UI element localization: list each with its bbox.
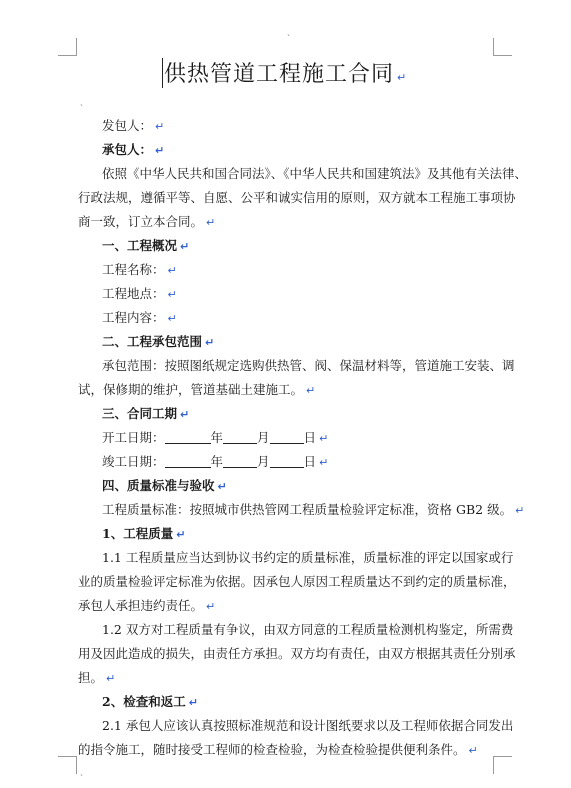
line-text: 四、质量标准与验收 — [102, 478, 215, 493]
document-line[interactable] — [78, 738, 498, 763]
document-line[interactable] — [78, 618, 522, 642]
crop-mark-bottom-left-v — [76, 756, 77, 774]
document-line[interactable] — [78, 522, 522, 547]
paragraph-mark-icon: ↵ — [167, 288, 177, 301]
header-mark: ˏ — [287, 27, 290, 37]
crop-mark-top-right-h — [494, 55, 512, 56]
paragraph-mark-icon: ↵ — [306, 384, 316, 397]
document-line[interactable] — [78, 330, 522, 355]
document-line[interactable] — [78, 666, 498, 691]
document-line[interactable] — [78, 282, 522, 307]
document-line[interactable] — [78, 594, 498, 619]
paragraph-mark-icon: ↵ — [217, 480, 227, 493]
document-line[interactable] — [78, 162, 528, 186]
line-text: 三、合同工期 — [102, 406, 178, 421]
date-year-label: 年 — [210, 454, 224, 469]
line-text: 依照《中华人民共和国合同法》、《中华人民共和国建筑法》及其他有关法律、 — [102, 166, 528, 181]
line-text: 承包人： — [102, 142, 153, 157]
paragraph-mark-icon: ↵ — [515, 504, 525, 517]
line-text: 1.2 双方对工程质量有争议，由双方同意的工程质量检测机构鉴定，所需费 — [102, 622, 514, 637]
document-line[interactable] — [78, 258, 522, 283]
date-month-blank[interactable] — [223, 453, 257, 468]
document-line[interactable] — [78, 570, 516, 594]
paragraph-mark-icon: ↵ — [397, 71, 408, 84]
document-line[interactable] — [78, 474, 522, 499]
paragraph-mark-icon: ↵ — [155, 144, 165, 157]
paragraph-mark-icon: ↵ — [180, 240, 190, 253]
document-line[interactable] — [78, 234, 522, 259]
paragraph-mark-icon: ↵ — [206, 600, 216, 613]
document-line[interactable] — [78, 114, 522, 139]
document-line[interactable] — [78, 426, 522, 451]
line-text: 工程质量标准：按照城市供热管网工程质量检验评定标准，资格 GB2 级。 — [102, 502, 513, 517]
line-text: 一、工程概况 — [102, 238, 178, 253]
document-line[interactable] — [78, 450, 522, 475]
line-text: 1、工程质量 — [102, 526, 174, 541]
line-text: 行政法规，遵循平等、自愿、公平和诚实信用的原则，双方就本工程施工事项协 — [78, 190, 516, 205]
date-day-label: 日 — [303, 430, 317, 445]
document-line[interactable] — [78, 402, 522, 427]
paragraph-mark-icon: ↵ — [206, 216, 216, 229]
line-text: 的指令施工，随时接受工程师的检查检验，为检查检验提供便利条件。 — [78, 742, 466, 757]
date-day-blank[interactable] — [270, 429, 304, 444]
line-text: 试，保修期的维护，管道基础土建施工。 — [78, 382, 304, 397]
document-line[interactable] — [78, 306, 522, 331]
crop-mark-top-left-h — [58, 55, 76, 56]
paragraph-mark-icon: ↵ — [180, 408, 190, 421]
line-text: 工程名称： — [102, 262, 165, 277]
document-line[interactable] — [78, 498, 525, 523]
document-line[interactable] — [78, 714, 522, 738]
date-month-label: 月 — [257, 454, 270, 469]
line-text: 商一致，订立本合同。 — [78, 214, 204, 229]
crop-mark-top-left-v — [76, 38, 77, 56]
footer-mark: ˏ — [80, 767, 83, 777]
paragraph-mark-icon: ↵ — [167, 264, 177, 277]
date-day-label: 日 — [303, 454, 317, 469]
document-title[interactable]: 供热管道工程施工合同 ↵ — [164, 62, 408, 87]
line-text: 用及因此造成的损失，由责任方承担。双方均有责任，由双方根据其责任分别承 — [78, 646, 516, 661]
date-month-blank[interactable] — [223, 429, 257, 444]
document-line[interactable] — [78, 378, 498, 403]
document-line[interactable] — [78, 354, 522, 378]
line-text: 担。 — [78, 670, 104, 685]
line-text: 承包人承担违约责任。 — [78, 598, 204, 613]
crop-mark-bottom-left-h — [58, 756, 76, 757]
paragraph-mark-icon: ↵ — [176, 528, 186, 541]
empty-paragraph-mark: ˏ — [80, 97, 83, 107]
document-line[interactable] — [78, 186, 516, 210]
document-line[interactable] — [78, 690, 522, 715]
date-year-blank[interactable] — [165, 429, 211, 444]
line-text: 二、工程承包范围 — [102, 334, 203, 349]
date-day-blank[interactable] — [270, 453, 304, 468]
line-text: 业的质量检验评定标准为依据。因承包人原因工程质量达不到约定的质量标准， — [78, 574, 516, 589]
paragraph-mark-icon: ↵ — [188, 696, 198, 709]
line-text: 2、检查和返工 — [102, 694, 186, 709]
line-text: 发包人： — [102, 118, 153, 133]
line-text: 1.1 工程质量应当达到协议书约定的质量标准，质量标准的评定以国家或行 — [102, 550, 514, 565]
paragraph-mark-icon: ↵ — [106, 672, 116, 685]
line-text: 承包范围：按照图纸规定选购供热管、阀、保温材料等，管道施工安装、调 — [102, 358, 515, 373]
text-cursor — [162, 58, 163, 88]
date-label: 竣工日期： — [102, 454, 165, 469]
document-line[interactable] — [78, 642, 516, 666]
paragraph-mark-icon: ↵ — [468, 744, 478, 757]
paragraph-mark-icon: ↵ — [319, 456, 329, 469]
document-line[interactable] — [78, 138, 522, 163]
document-line[interactable] — [78, 546, 522, 570]
crop-mark-top-right-v — [493, 38, 494, 56]
paragraph-mark-icon: ↵ — [167, 312, 177, 325]
date-year-label: 年 — [210, 430, 224, 445]
date-label: 开工日期： — [102, 430, 165, 445]
date-year-blank[interactable] — [165, 453, 211, 468]
line-text: 工程地点： — [102, 286, 165, 301]
date-month-label: 月 — [257, 430, 270, 445]
paragraph-mark-icon: ↵ — [319, 432, 329, 445]
document-line[interactable] — [78, 210, 498, 235]
line-text: 2.1 承包人应该认真按照标准规范和设计图纸要求以及工程师依据合同发出 — [102, 718, 514, 733]
paragraph-mark-icon: ↵ — [155, 120, 165, 133]
paragraph-mark-icon: ↵ — [205, 336, 215, 349]
line-text: 工程内容： — [102, 310, 165, 325]
